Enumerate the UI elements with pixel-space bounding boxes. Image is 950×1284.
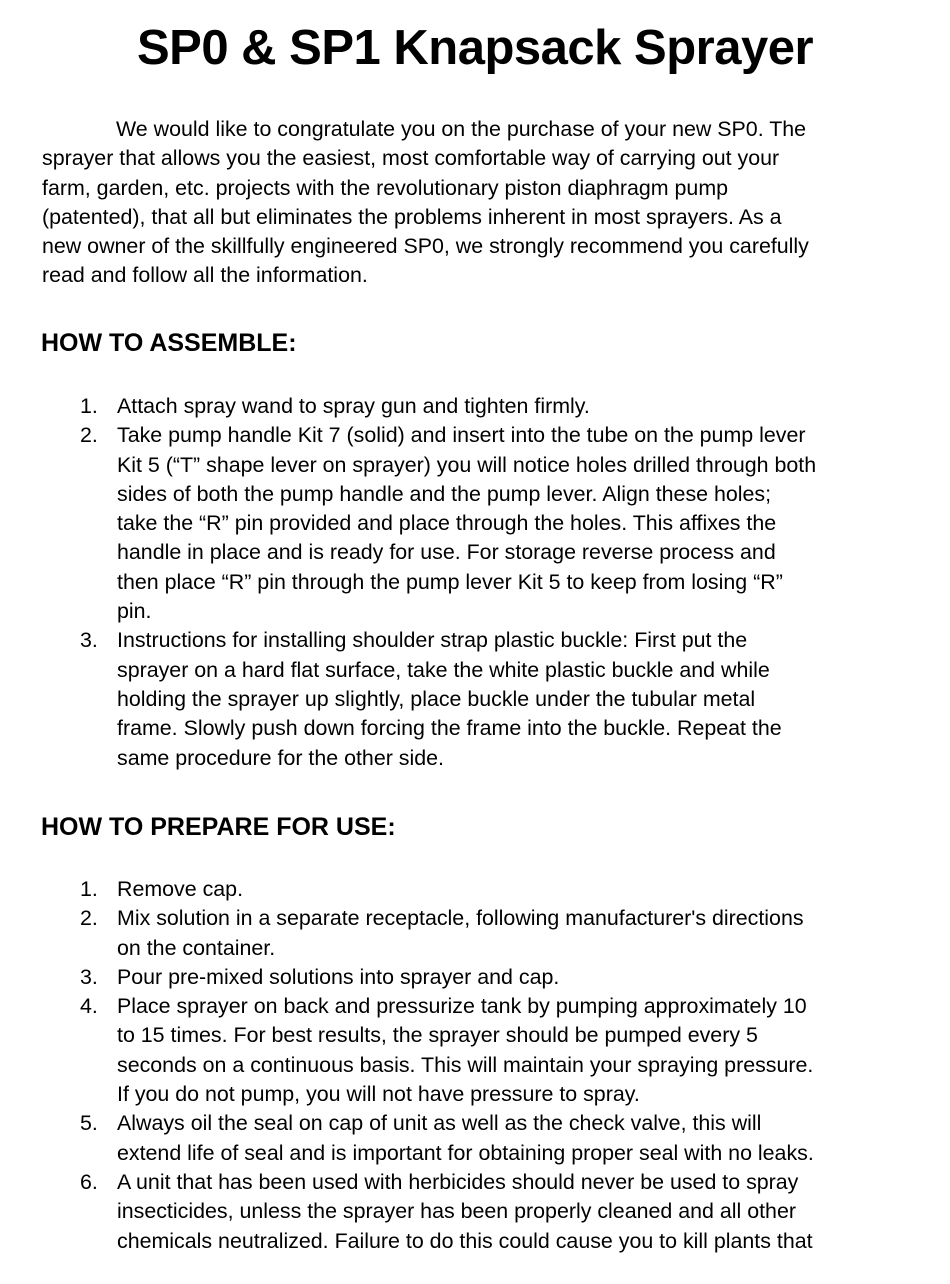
list-item-number: 6. [80,1169,98,1194]
list-item-text: Kit 5 (“T” shape lever on sprayer) you will notice holes drilled through both [117,452,817,477]
list-item [0,875,950,904]
list-item [0,992,950,1109]
list-item-text: sides of both the pump handle and the pump lever. Align these holes; [117,481,772,506]
list-item-text: Attach spray wand to spray gun and tighten firmly. [117,394,590,418]
intro-line: read and follow all the information. [42,263,368,288]
list-item-number: 2. [80,423,98,448]
list-item [0,392,950,421]
list-item-text: on the container. [117,935,276,960]
list-item-text: same procedure for the other side. [117,745,444,770]
intro-line: We would like to congratulate you on the purchase of your new SP0. The [116,117,807,141]
list-item-text: If you do not pump, you will not have pressure to spray. [117,1082,640,1107]
list-item [0,421,950,626]
list-item-text: Instructions for installing shoulder strap plastic buckle: First put the [117,628,748,653]
list-item-number: 1. [80,877,98,901]
list-item-text: Remove cap. [117,877,244,901]
document-title: SP0 & SP1 Knapsack Sprayer [136,21,814,75]
list-item-text: seconds on a continuous basis. This will maintain your spraying pressure. [117,1052,814,1077]
list-item-text: A unit that has been used with herbicides should never be used to spray [117,1169,799,1194]
list-item [0,904,950,963]
section-heading-assemble: HOW TO ASSEMBLE: [41,329,297,357]
list-item-text: sprayer on a hard flat surface, take the white plastic buckle and while [117,657,770,682]
list-item-text: Place sprayer on back and pressurize tank by pumping approximately 10 [117,994,807,1019]
list-item-text: insecticides, unless the sprayer has been properly cleaned and all other [117,1199,796,1224]
list-item-text: Take pump handle Kit 7 (solid) and insert into the tube on the pump lever [117,423,806,448]
list-item-text: Always oil the seal on cap of unit as well as the check valve, this will [117,1111,762,1136]
list-item-text: extend life of seal and is important for obtaining proper seal with no leaks. [117,1140,814,1165]
list-item-number: 2. [80,906,98,931]
intro-line: farm, garden, etc. projects with the revolutionary piston diaphragm pump [42,175,729,200]
list-item [0,1168,950,1256]
list-item-text: handle in place and is ready for use. For storage reverse process and [117,540,776,565]
list-item-text: frame. Slowly push down forcing the frame into the buckle. Repeat the [117,716,782,741]
list-item-text: then place “R” pin through the pump lever Kit 5 to keep from losing “R” [117,569,783,594]
list-item [0,1109,950,1168]
list-item-number: 3. [80,628,98,653]
prepare-steps-list [0,875,950,1256]
list-item-number: 4. [80,994,98,1019]
intro-paragraph [42,115,922,291]
list-item-text: Mix solution in a separate receptacle, following manufacturer's directions [117,906,804,931]
intro-line: (patented), that all but eliminates the problems inherent in most sprayers. As a [42,204,782,229]
intro-line: new owner of the skillfully engineered SP0, we strongly recommend you carefully [42,234,809,259]
list-item [0,626,950,772]
section-heading-prepare: HOW TO PREPARE FOR USE: [41,813,396,841]
list-item-text: pin. [117,599,152,624]
list-item-text: holding the sprayer up slightly, place buckle under the tubular metal [117,686,756,711]
intro-line: sprayer that allows you the easiest, most comfortable way of carrying out your [42,146,780,171]
list-item-text: Pour pre-mixed solutions into sprayer and cap. [117,964,560,989]
list-item-number: 3. [80,964,98,989]
list-item-text: to 15 times. For best results, the sprayer should be pumped every 5 [117,1023,758,1048]
assemble-steps-list [0,392,950,773]
list-item-number: 5. [80,1111,98,1136]
list-item-text: chemicals neutralized. Failure to do this could cause you to kill plants that [117,1228,813,1253]
list-item-number: 1. [80,394,98,418]
list-item-text: take the “R” pin provided and place through the holes. This affixes the [117,511,777,536]
list-item [0,963,950,992]
